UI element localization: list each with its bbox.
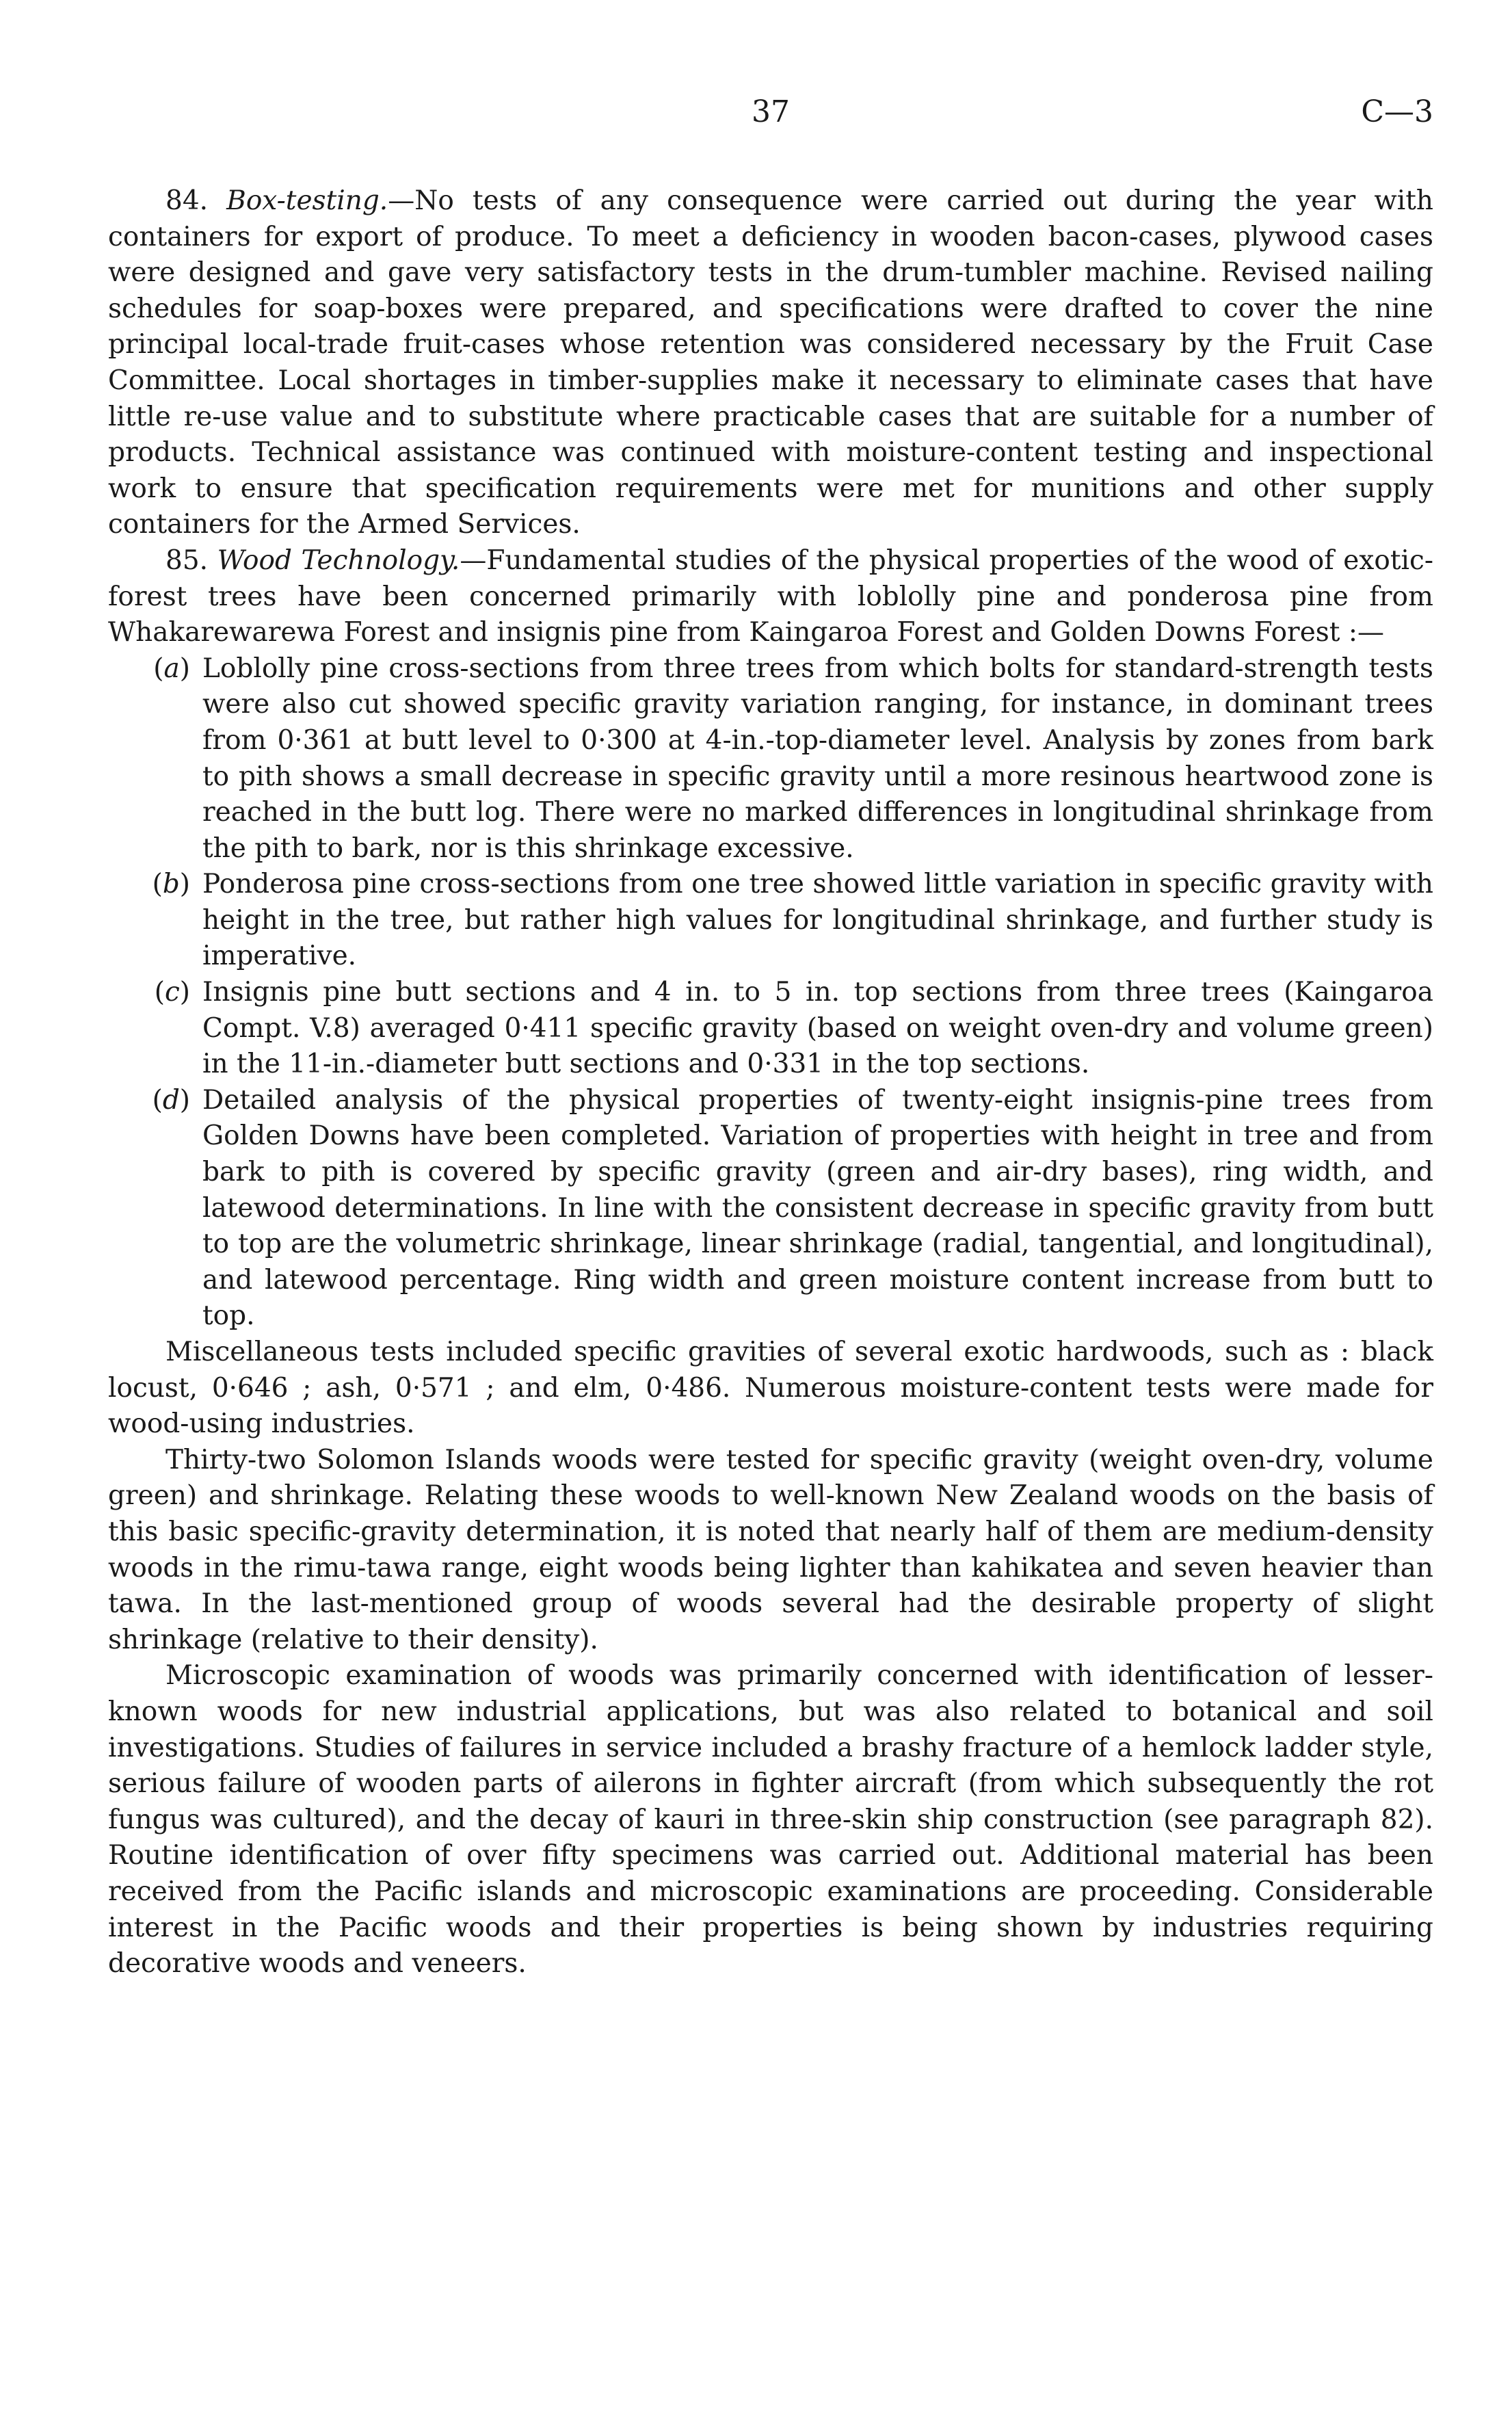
document-page [108, 0, 1433, 2418]
list-item-text: Insignis pine butt sections and 4 in. to 5 in. top sections from three trees (Kaingaroa Compt. V.8) averaged 0·411 specific gravity (based on weight oven-dry and volume green) in the 11-in.-diameter butt sections and 0·331 in the top sections. [202, 977, 1433, 1080]
list-item-label: (d) [152, 1084, 190, 1116]
page-header [108, 94, 1433, 142]
paragraph-85 [108, 543, 1433, 651]
paragraph-85-heading: Wood Technology. [217, 544, 460, 576]
list-item-text: Loblolly pine cross-sections from three trees from which bolts for standard-strength tests were also cut showed specific gravity variation ranging, for instance, in dominant trees from 0·361 at butt level to 0·300 at 4-in.-top-diameter level. Analysis by zones from bark to pith shows a small decrease in specific gravity until a more resinous heartwood zone is reached in the butt log. There were no marked differences in longitudinal shrinkage from the pith to bark, nor is this shrinkage excessive. [202, 653, 1433, 864]
document-reference: C—3 [1361, 94, 1433, 129]
list-item [108, 975, 1433, 1083]
list-item [108, 1083, 1433, 1335]
list-item-text: Detailed analysis of the physical properties of twenty-eight insignis-pine trees from Golden Downs have been completed. Variation of properties with height in tree and from bark to pith is covered by specific gravity (green and air-dry bases), ring width, and latewood determinations. In line with the consistent decrease in specific gravity from butt to top are the volumetric shrinkage, linear shrinkage (radial, tangential, and longitudinal), and latewood percentage. Ring width and green moisture content increase from butt to top. [202, 1084, 1433, 1332]
list-item [108, 867, 1433, 975]
paragraph-miscellaneous-tests: Miscellaneous tests included specific gravities of several exotic hardwoods, such as : black locust, 0·646 ; ash, 0·571 ; and elm, 0·486. Numerous moisture-content tests were made for wood-using industries. [108, 1337, 1433, 1440]
wood-studies-list [108, 651, 1433, 1335]
list-item-text: Ponderosa pine cross-sections from one tree showed little variation in specific gravity with height in the tree, but rather high values for longitudinal shrinkage, and further study is imperative. [202, 869, 1433, 972]
paragraph-85-number: 85. [165, 544, 209, 576]
paragraph-84-number: 84. [165, 185, 209, 216]
list-item-label: (b) [152, 869, 190, 900]
list-item [108, 651, 1433, 867]
list-item-label: (a) [153, 653, 190, 684]
page-number: 37 [752, 94, 790, 129]
paragraph-microscopic-examination: Microscopic examination of woods was primarily concerned with identification of lesser-known woods for new industrial applications, but was also related to botanical and soil investigations. Studies of failures in service included a brashy fracture of a hemlock ladder style, serious failure of wooden parts of ailerons in fighter aircraft (from which subsequently the rot fungus was cultured), and the decay of kauri in three-skin ship construction (see paragraph 82). Routine identification of over fifty specimens was carried out. Additional material has been received from the Pacific islands and microscopic examinations are proceeding. Considerable interest in the Pacific woods and their properties is being shown by industries requiring decorative woods and veneers. [108, 1660, 1433, 1980]
paragraph-84-heading: Box-testing. [226, 185, 388, 216]
paragraph-85-text: —Fundamental studies of the physical properties of the wood of exotic-forest trees have been concerned primarily with loblolly pine and ponderosa pine from Whakarewarewa Forest and insignis pine from Kaingaroa Forest and Golden Downs Forest :— [108, 544, 1433, 648]
page-body [108, 183, 1433, 1982]
paragraph-solomon-islands-woods: Thirty-two Solomon Islands woods were tested for specific gravity (weight oven-dry, volume green) and shrinkage. Relating these woods to well-known New Zealand woods on the basis of this basic specific-gravity determination, it is noted that nearly half of them are medium-density woods in the rimu-tawa range, eight woods being lighter than kahikatea and seven heavier than tawa. In the last-mentioned group of woods several had the desirable property of slight shrinkage (relative to their density). [108, 1444, 1433, 1655]
paragraph-84 [108, 183, 1433, 543]
list-item-label: (c) [154, 977, 190, 1008]
paragraph-84-text: —No tests of any consequence were carried out during the year with containers for export of produce. To meet a deficiency in wooden bacon-cases, plywood cases were designed and gave very satisfactory tests in the drum-tumbler machine. Revised nailing schedules for soap-boxes were prepared, and specifications were drafted to cover the nine principal local-trade fruit-cases whose retention was considered necessary by the Fruit Case Committee. Local shortages in timber-supplies make it necessary to eliminate cases that have little re-use value and to substitute where practicable cases that are suitable for a number of products. Technical assistance was continued with moisture-content testing and inspectional work to ensure that specification requirements were met for munitions and other supply containers for the Armed Services. [108, 185, 1433, 540]
